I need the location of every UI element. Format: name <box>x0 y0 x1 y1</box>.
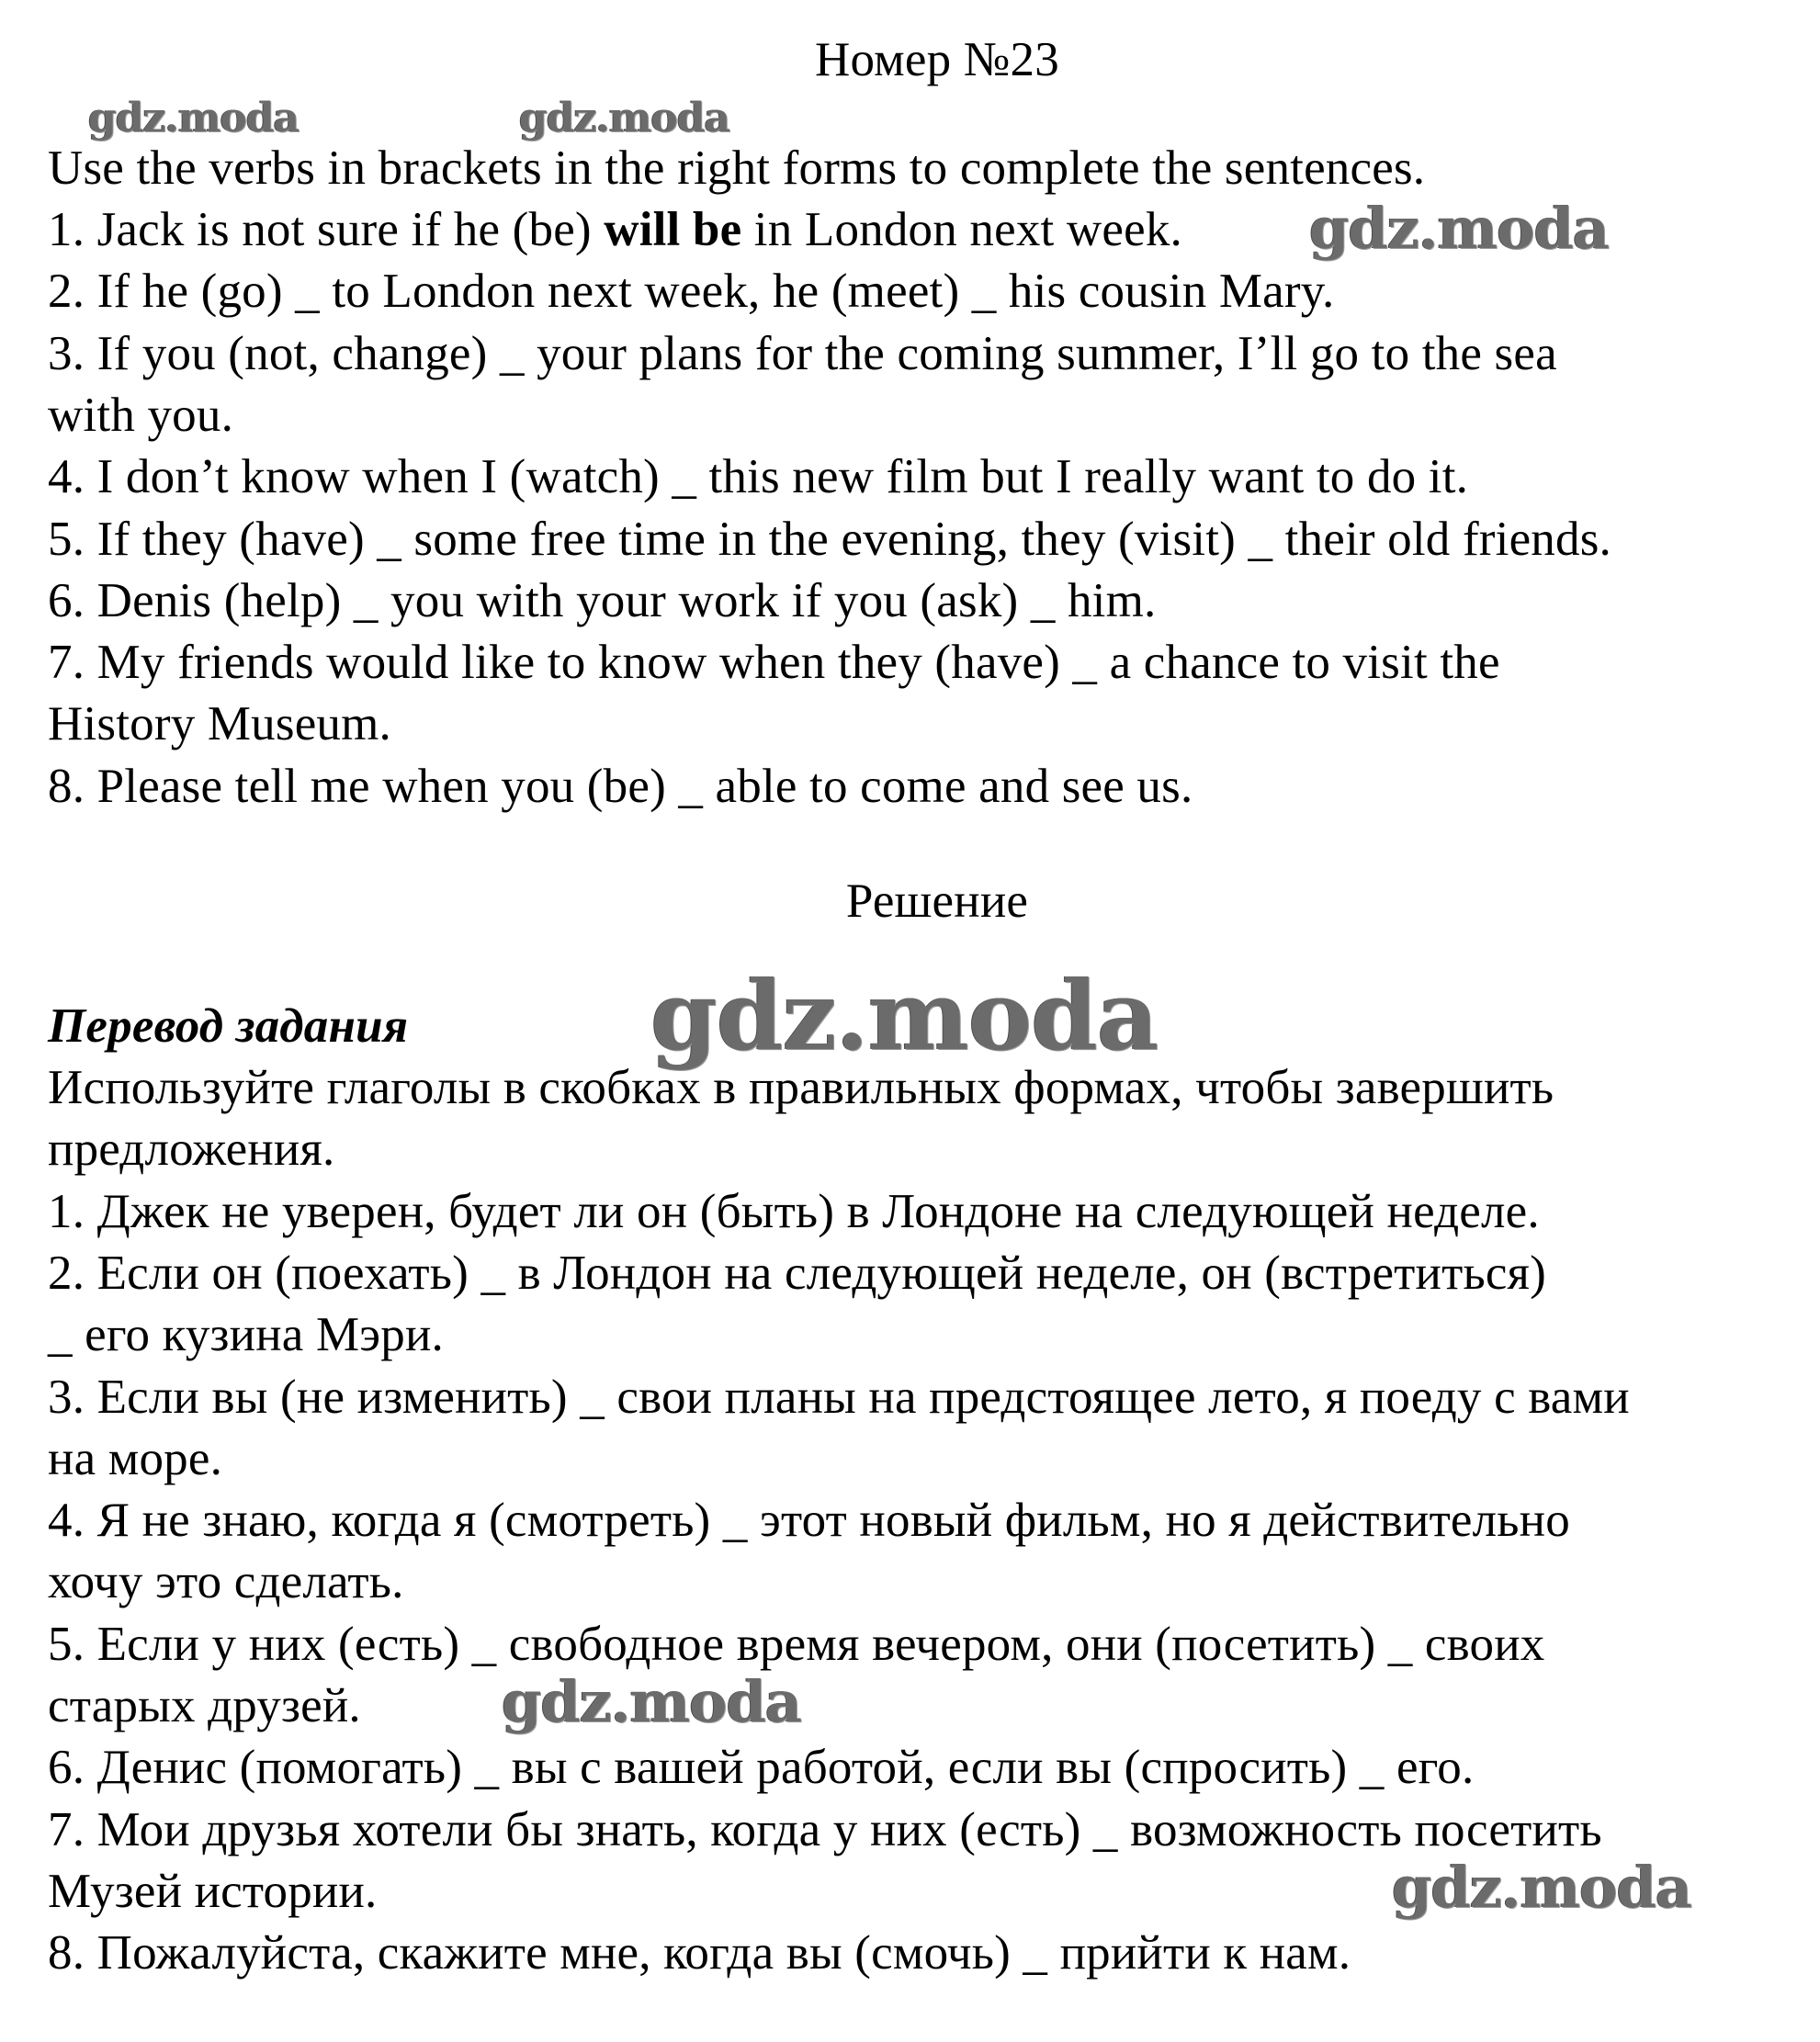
task-line-3a: 3. If you (not, change) _ your plans for the coming summer, I’ll go to the sea <box>48 327 1557 380</box>
task-line-1-end: in London next week. <box>741 203 1182 256</box>
task-line-6: 6. Denis (help) _ you with your work if you (ask) _ him. <box>48 574 1157 627</box>
task-line-1-start: 1. Jack is not sure if he (be) <box>48 203 605 256</box>
translation-line-5b: старых друзей. <box>48 1679 361 1732</box>
task-line-5: 5. If they (have) _ some free time in the evening, they (visit) _ their old friends. <box>48 513 1611 566</box>
translation-intro-a: Используйте глаголы в скобках в правильных формах, чтобы завершить <box>48 1061 1554 1114</box>
watermark-logo: gdz.moda <box>502 1668 801 1735</box>
task-line-7b: History Museum. <box>48 697 391 750</box>
translation-line-4a: 4. Я не знаю, когда я (смотреть) _ этот новый фильм, но я действительно <box>48 1494 1570 1547</box>
translation-line-7b: Музей истории. <box>48 1865 378 1918</box>
translation-line-1: 1. Джек не уверен, будет ли он (быть) в Лондоне на следующей неделе. <box>48 1185 1540 1238</box>
translation-line-6: 6. Денис (помогать) _ вы с вашей работой, если вы (спросить) _ его. <box>48 1741 1475 1794</box>
task-instruction: Use the verbs in brackets in the right forms to complete the sentences. <box>48 141 1426 195</box>
watermark-logo: gdz.moda <box>650 959 1159 1072</box>
translation-line-5a: 5. Если у них (есть) _ свободное время вечером, они (посетить) _ своих <box>48 1618 1545 1671</box>
task-line-1-answer: will be <box>604 203 742 256</box>
task-line-7a: 7. My friends would like to know when they (have) _ a chance to visit the <box>48 636 1500 689</box>
task-line-4: 4. I don’t know when I (watch) _ this new film but I really want to do it. <box>48 450 1469 503</box>
translation-line-8: 8. Пожалуйста, скажите мне, когда вы (смочь) _ прийти к нам. <box>48 1926 1351 1980</box>
task-line-8: 8. Please tell me when you (be) _ able to come and see us. <box>48 760 1193 813</box>
translation-line-7a: 7. Мои друзья хотели бы знать, когда у них (есть) _ возможность посетить <box>48 1803 1602 1856</box>
task-line-3b: with you. <box>48 389 234 442</box>
watermark-logo: gdz.moda <box>1309 195 1609 262</box>
translation-heading: Перевод задания <box>48 999 409 1053</box>
watermark-logo: gdz.moda <box>519 95 730 141</box>
watermark-logo: gdz.moda <box>88 95 300 141</box>
translation-line-4b: хочу это сделать. <box>48 1555 404 1608</box>
translation-line-2b: _ его кузина Мэри. <box>48 1308 444 1361</box>
translation-intro-b: предложения. <box>48 1123 335 1176</box>
task-line-2: 2. If he (go) _ to London next week, he (meet) _ his cousin Mary. <box>48 265 1335 318</box>
translation-line-3b: на море. <box>48 1432 223 1485</box>
task-line-1 <box>48 201 1182 258</box>
page-title: Номер №23 <box>815 33 1059 86</box>
translation-line-2a: 2. Если он (поехать) _ в Лондон на следующей неделе, он (встретиться) <box>48 1247 1546 1300</box>
solution-heading: Решение <box>845 874 1029 928</box>
watermark-logo: gdz.moda <box>1392 1854 1691 1921</box>
translation-line-3a: 3. Если вы (не изменить) _ свои планы на предстоящее лето, я поеду с вами <box>48 1371 1630 1424</box>
